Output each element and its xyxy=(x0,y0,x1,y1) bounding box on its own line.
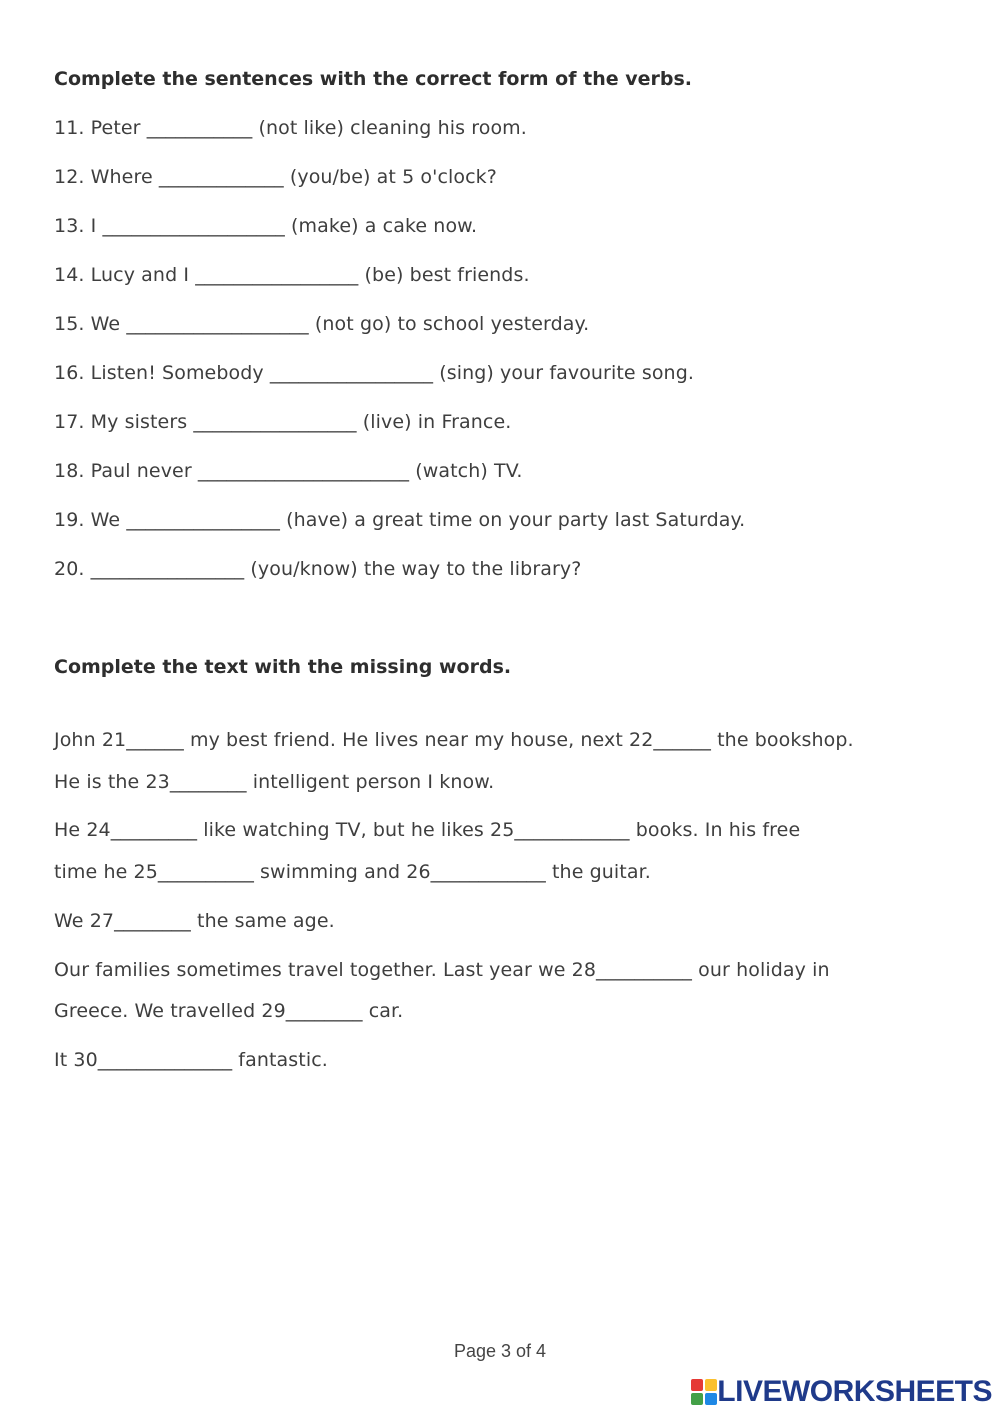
text-line-8: It 30______________ fantastic. xyxy=(54,1049,328,1071)
text-line-5: We 27________ the same age. xyxy=(54,910,335,932)
exercise-item-19: 19. We ________________ (have) a great time on your party last Saturday. xyxy=(54,509,746,531)
section2-heading: Complete the text with the missing words. xyxy=(54,656,512,678)
liveworksheets-logo-icon xyxy=(691,1379,717,1405)
exercise-item-17: 17. My sisters _________________ (live) in France. xyxy=(54,411,512,433)
page-number: Page 3 of 4 xyxy=(453,1341,547,1361)
exercise-item-13: 13. I ___________________ (make) a cake now. xyxy=(54,215,478,237)
exercise-item-12: 12. Where _____________ (you/be) at 5 o'clock? xyxy=(54,166,497,188)
exercise-item-14: 14. Lucy and I _________________ (be) best friends. xyxy=(54,264,530,286)
text-line-2: He is the 23________ intelligent person I know. xyxy=(54,771,495,793)
text-line-6: Our families sometimes travel together. Last year we 28__________ our holiday in xyxy=(54,959,830,981)
logo-text: LIVEWORKSHEETS xyxy=(717,1375,992,1408)
text-line-7: Greece. We travelled 29________ car. xyxy=(54,1000,404,1022)
text-line-3: He 24_________ like watching TV, but he likes 25____________ books. In his free xyxy=(54,819,801,841)
text-line-1: John 21______ my best friend. He lives near my house, next 22______ the bookshop. xyxy=(54,729,854,751)
exercise-item-20: 20. ________________ (you/know) the way to the library? xyxy=(54,558,582,580)
exercise-item-15: 15. We ___________________ (not go) to school yesterday. xyxy=(54,313,590,335)
exercise-item-11: 11. Peter ___________ (not like) cleaning his room. xyxy=(54,117,527,139)
text-line-4: time he 25__________ swimming and 26____________ the guitar. xyxy=(54,861,651,883)
liveworksheets-logo[interactable] xyxy=(691,1376,992,1408)
exercise-item-18: 18. Paul never ______________________ (watch) TV. xyxy=(54,460,523,482)
section1-heading: Complete the sentences with the correct form of the verbs. xyxy=(54,68,692,90)
exercise-item-16: 16. Listen! Somebody _________________ (sing) your favourite song. xyxy=(54,362,694,384)
